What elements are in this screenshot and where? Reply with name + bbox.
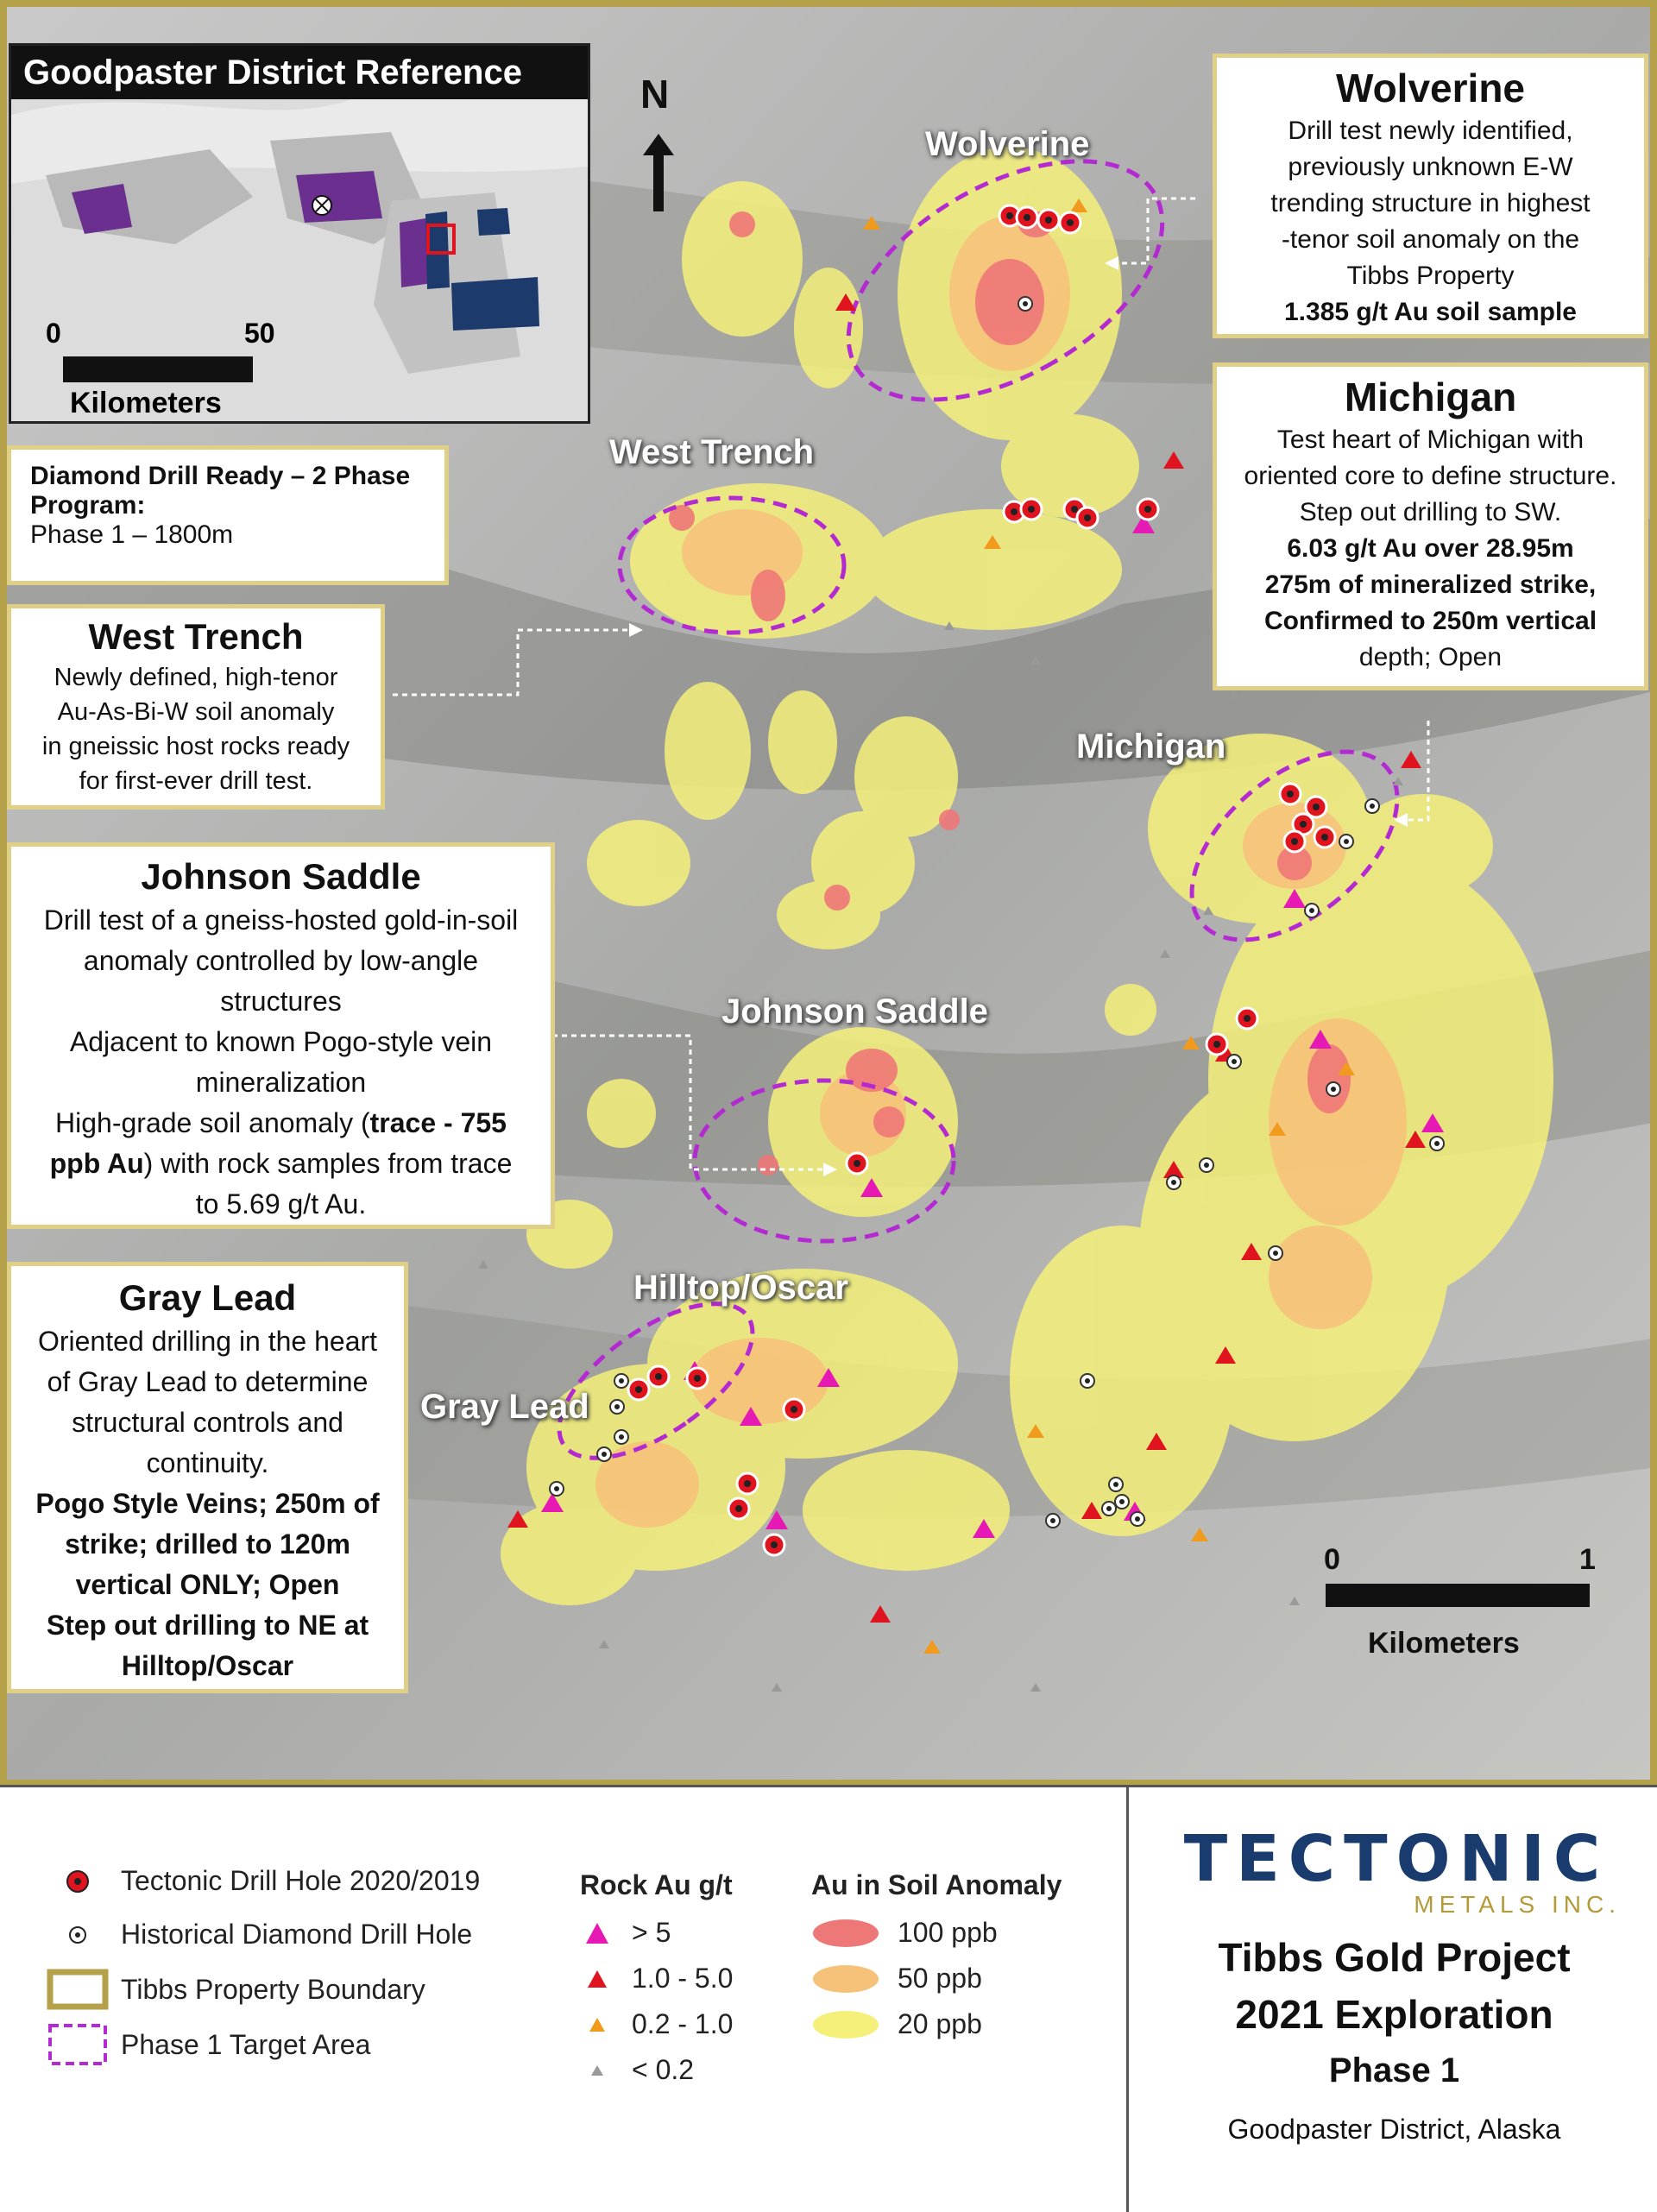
- west-trench-callout-title: West Trench: [88, 616, 304, 657]
- johnson-saddle-line: ppb Au) with rock samples from trace: [49, 1148, 513, 1179]
- legend-tectonic-drill: Tectonic Drill Hole 2020/2019: [52, 1865, 480, 1897]
- wolverine-line: Tibbs Property: [1346, 262, 1515, 290]
- michigan-bold-line: 6.03 g/t Au over 28.95m: [1287, 534, 1574, 563]
- johnson-saddle-line: Drill test of a gneiss-hosted gold-in-soil: [43, 904, 519, 936]
- wolverine-line: trending structure in highest: [1270, 189, 1591, 217]
- michigan-bold-line: Confirmed to 250m vertical: [1263, 607, 1597, 635]
- project-phase: Phase 1: [1328, 2051, 1460, 2089]
- legend-property-boundary: Tibbs Property Boundary: [43, 1969, 425, 2010]
- map-label-west-trench: West Trench: [609, 433, 815, 471]
- west-trench-callout: [7, 604, 385, 810]
- inset-scale-left: 0: [46, 318, 61, 349]
- wolverine-bold-line: 1.385 g/t Au soil sample: [1283, 298, 1577, 326]
- company-logo-sub: METALS INC.: [1414, 1891, 1621, 1918]
- wolverine-callout-title: Wolverine: [1336, 66, 1525, 110]
- wolverine-line: previously unknown E-W: [1288, 153, 1573, 181]
- drill-ready-line2: Program:: [30, 491, 146, 520]
- soil-20-swatch: [811, 2010, 880, 2039]
- title-block: [1126, 1787, 1657, 2212]
- gray-lead-line: structural controls and: [72, 1407, 343, 1438]
- legend-rock-gt5: > 5: [580, 1917, 671, 1949]
- michigan-callout-title: Michigan: [1344, 375, 1517, 419]
- johnson-saddle-line: structures: [220, 986, 342, 1017]
- legend-soil-100: 100 ppb: [811, 1917, 998, 1949]
- legend-rock-lt02: < 0.2: [580, 2054, 694, 2086]
- michigan-bold-line: 275m of mineralized strike,: [1264, 570, 1597, 599]
- project-title-2: 2021 Exploration: [1235, 1992, 1553, 2037]
- gray-lead-bold-line: strike; drilled to 120m: [65, 1528, 350, 1560]
- scalebar-unit-label: Kilometers: [1368, 1627, 1520, 1660]
- property-boundary-icon: [43, 1969, 112, 2010]
- map-label-johnson-saddle: Johnson Saddle: [721, 993, 988, 1030]
- gray-lead-line: continuity.: [146, 1447, 269, 1478]
- west-trench-line: Newly defined, high-tenor: [54, 664, 338, 691]
- gray-lead-bold-line: Hilltop/Oscar: [121, 1650, 294, 1681]
- north-label: N: [640, 72, 670, 117]
- drill-ready-box: [7, 445, 449, 585]
- historical-drill-icon: [52, 1922, 104, 1948]
- gray-lead-bold-line: Pogo Style Veins; 250m of: [35, 1488, 380, 1519]
- phase1-target-icon: [43, 2022, 112, 2067]
- legend-soil-20: 20 ppb: [811, 2008, 982, 2040]
- west-trench-line: for first-ever drill test.: [79, 767, 313, 795]
- scalebar-left-label: 0: [1324, 1543, 1340, 1576]
- drill-ready-line1: Diamond Drill Ready – 2 Phase: [30, 462, 411, 490]
- johnson-saddle-callout: [7, 842, 555, 1229]
- soil-50-swatch: [811, 1964, 880, 1994]
- legend-rock-02-1: 0.2 - 1.0: [580, 2008, 733, 2040]
- legend-panel: [0, 1785, 1657, 2212]
- legend-rock-title: Rock Au g/t: [580, 1869, 733, 1900]
- map-scalebar: [1326, 1584, 1590, 1607]
- project-location: Goodpaster District, Alaska: [1227, 2114, 1561, 2145]
- west-trench-line: in gneissic host rocks ready: [41, 733, 350, 760]
- michigan-line: oriented core to define structure.: [1244, 462, 1617, 490]
- inset-canvas: [11, 46, 588, 421]
- drill-ready-line3: Phase 1 – 1800m: [30, 520, 234, 549]
- legend-soil-50: 50 ppb: [811, 1963, 982, 1995]
- west-trench-line: Au-As-Bi-W soil anomaly: [57, 698, 335, 726]
- legend-soil-title: Au in Soil Anomaly: [811, 1869, 1062, 1900]
- michigan-line: Test heart of Michigan with: [1276, 425, 1585, 454]
- michigan-line: Step out drilling to SW.: [1299, 498, 1562, 526]
- johnson-saddle-line: Adjacent to known Pogo-style vein: [69, 1026, 493, 1057]
- johnson-saddle-line: anomaly controlled by low-angle: [83, 945, 479, 976]
- soil-100-swatch: [811, 1919, 880, 1948]
- johnson-saddle-line: to 5.69 g/t Au.: [195, 1188, 367, 1219]
- gray-lead-line: Oriented drilling in the heart: [37, 1326, 378, 1357]
- legend-historical-drill: Historical Diamond Drill Hole: [52, 1919, 472, 1950]
- company-logo-name: TECTONIC: [1183, 1822, 1610, 1896]
- gray-lead-callout-title: Gray Lead: [118, 1277, 297, 1318]
- map-label-gray-lead: Gray Lead: [420, 1388, 589, 1426]
- gray-lead-bold-line: vertical ONLY; Open: [75, 1569, 340, 1600]
- project-title-1: Tibbs Gold Project: [1218, 1935, 1571, 1980]
- gray-lead-line: of Gray Lead to determine: [47, 1366, 369, 1397]
- rock-02-1-icon: [580, 2013, 614, 2037]
- wolverine-line: -tenor soil anomaly on the: [1281, 225, 1580, 254]
- rock-gt5-icon: [580, 1921, 614, 1945]
- wolverine-line: Drill test newly identified,: [1288, 117, 1573, 145]
- rock-1-5-icon: [580, 1967, 614, 1991]
- inset-scale-unit: Kilometers: [70, 387, 222, 419]
- tectonic-drill-icon: [52, 1869, 104, 1894]
- johnson-saddle-callout-title: Johnson Saddle: [141, 856, 421, 897]
- inset-map: [9, 43, 590, 424]
- johnson-saddle-line: High-grade soil anomaly (trace - 755: [55, 1107, 507, 1138]
- gray-lead-callout: [7, 1262, 408, 1693]
- company-logo: [1172, 1822, 1621, 1919]
- inset-scale-right: 50: [244, 318, 275, 349]
- legend-phase1-target: Phase 1 Target Area: [43, 2022, 370, 2067]
- inset-scalebar: [63, 356, 253, 382]
- scalebar-right-label: 1: [1579, 1543, 1596, 1576]
- inset-title: Goodpaster District Reference: [11, 46, 588, 99]
- map-label-michigan: Michigan: [1076, 728, 1226, 766]
- wolverine-callout: [1213, 54, 1648, 338]
- map-label-hilltop-oscar: Hilltop/Oscar: [633, 1269, 848, 1307]
- legend-rock-1-5: 1.0 - 5.0: [580, 1963, 733, 1995]
- rock-lt02-icon: [580, 2058, 614, 2083]
- gray-lead-bold-line: Step out drilling to NE at: [46, 1610, 369, 1641]
- michigan-callout: [1213, 362, 1648, 690]
- johnson-saddle-line: mineralization: [195, 1067, 367, 1098]
- map-label-wolverine: Wolverine: [925, 125, 1090, 163]
- michigan-last-line: depth; Open: [1358, 643, 1503, 671]
